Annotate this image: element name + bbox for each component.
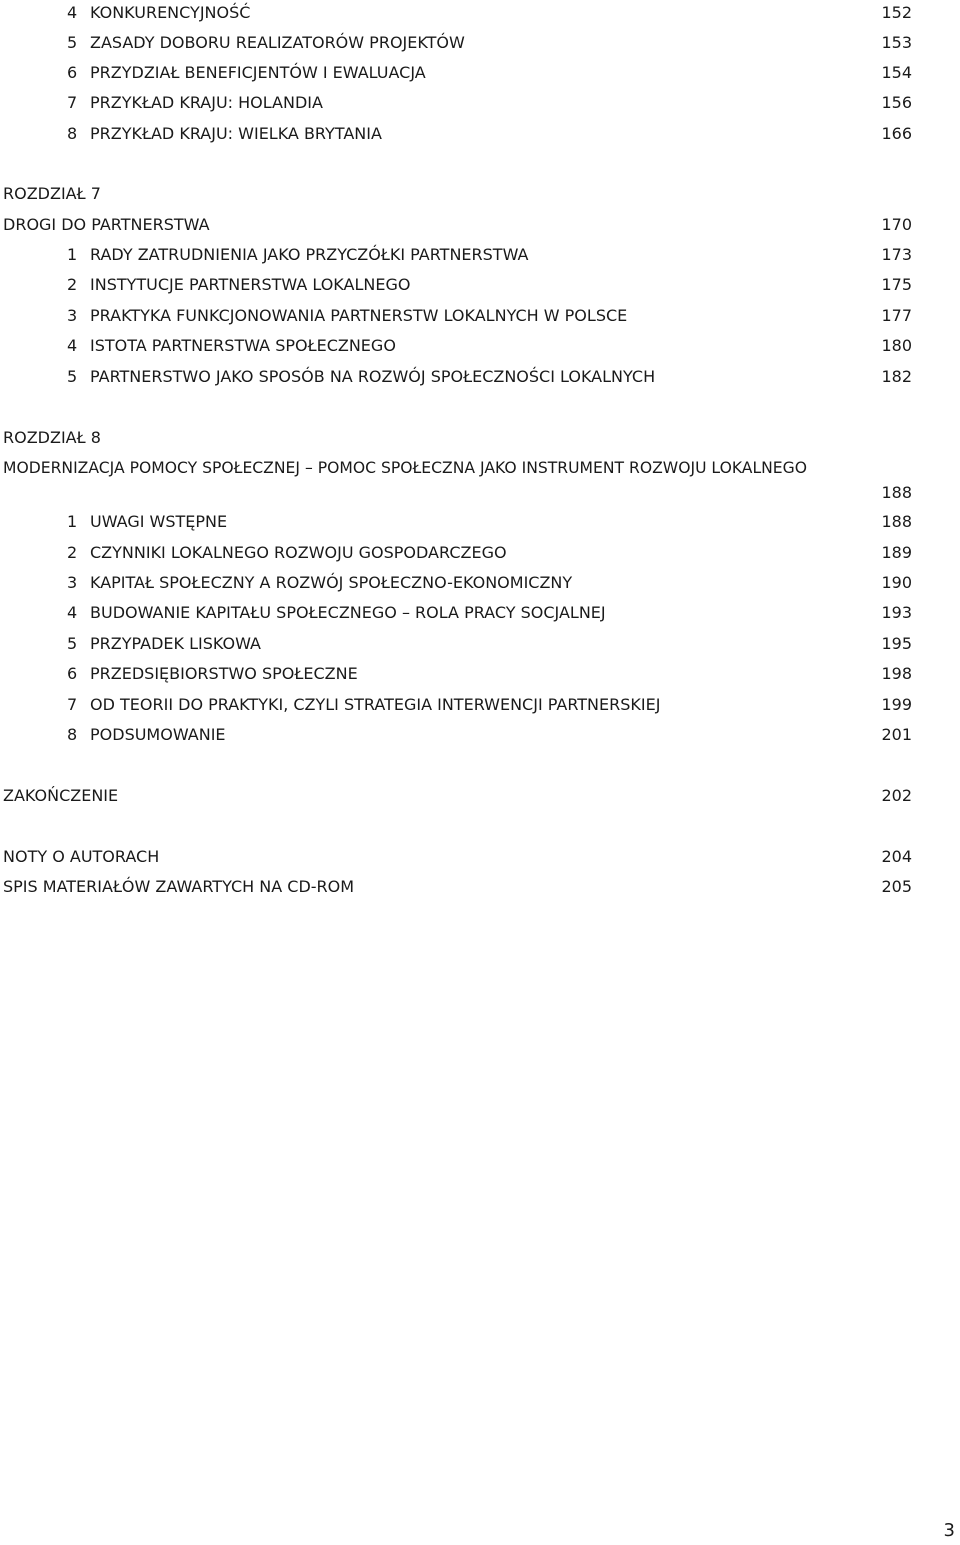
entry-page: 199 [881,695,912,714]
entry-number: 2 [67,543,78,562]
entry-title: ZAKOŃCZENIE [3,786,119,805]
entry-page: 198 [881,664,912,683]
entry-page: 205 [881,877,912,896]
toc-entry[interactable] [67,60,912,86]
entry-page: 175 [881,275,912,294]
entry-title: PRAKTYKA FUNKCJONOWANIA PARTNERSTW LOKALNYCH W POLSCE [90,306,628,325]
entry-page: 180 [881,336,912,355]
chapter-page: 170 [881,215,912,234]
entry-title: BUDOWANIE KAPITAŁU SPOŁECZNEGO – ROLA PRACY SOCJALNEJ [90,603,606,622]
entry-number: 1 [67,245,78,264]
entry-page: 166 [881,124,912,143]
entry-number: 3 [67,306,78,325]
toc-entry[interactable] [67,631,912,657]
entry-title: CZYNNIKI LOKALNEGO ROZWOJU GOSPODARCZEGO [90,543,507,562]
entry-title: KONKURENCYJNOŚĆ [90,3,251,22]
entry-number: 8 [67,725,78,744]
toc-entry[interactable] [67,30,912,56]
entry-page: 173 [881,245,912,264]
entry-number: 1 [67,512,78,531]
entry-title: SPIS MATERIAŁÓW ZAWARTYCH NA CD-ROM [3,877,355,896]
toc-entry[interactable] [67,540,912,566]
entry-page: 202 [881,786,912,805]
entry-title: KAPITAŁ SPOŁECZNY A ROZWÓJ SPOŁECZNO-EKONOMICZNY [90,573,573,592]
toc-entry-cdrom[interactable] [3,874,912,900]
entry-title: PRZYPADEK LISKOWA [90,634,261,653]
toc-entry[interactable] [67,90,912,116]
chapter-8-title[interactable]: MODERNIZACJA POMOCY SPOŁECZNEJ – POMOC SPOŁECZNA JAKO INSTRUMENT ROZWOJU LOKALNEGO [3,459,808,477]
toc-entry[interactable] [67,121,912,147]
entry-title: OD TEORII DO PRAKTYKI, CZYLI STRATEGIA INTERWENCJI PARTNERSKIEJ [90,695,661,714]
entry-number: 7 [67,695,78,714]
entry-title: RADY ZATRUDNIENIA JAKO PRZYCZÓŁKI PARTNERSTWA [90,245,529,264]
entry-page: 177 [881,306,912,325]
toc-entry-conclusion[interactable] [3,783,912,809]
toc-entry[interactable] [67,0,912,26]
toc-entry[interactable] [67,600,912,626]
toc-entry[interactable] [67,661,912,687]
chapter-7-title-entry[interactable] [3,212,912,238]
chapter-8-page: 188 [881,483,912,502]
entry-number: 3 [67,573,78,592]
entry-page: 193 [881,603,912,622]
chapter-8-heading: ROZDZIAŁ 8 [3,428,101,447]
entry-number: 6 [67,63,78,82]
entry-number: 2 [67,275,78,294]
entry-page: 182 [881,367,912,386]
toc-entry[interactable] [67,333,912,359]
entry-page: 154 [881,63,912,82]
entry-title: PODSUMOWANIE [90,725,226,744]
chapter-7-heading: ROZDZIAŁ 7 [3,184,101,203]
entry-title: PRZYDZIAŁ BENEFICJENTÓW I EWALUACJA [90,63,426,82]
chapter-title: DROGI DO PARTNERSTWA [3,215,210,234]
entry-title: UWAGI WSTĘPNE [90,512,228,531]
entry-title: INSTYTUCJE PARTNERSTWA LOKALNEGO [90,275,411,294]
entry-page: 195 [881,634,912,653]
page-number: 3 [943,1520,955,1541]
entry-page: 152 [881,3,912,22]
entry-title: PRZYKŁAD KRAJU: WIELKA BRYTANIA [90,124,382,143]
entry-number: 8 [67,124,78,143]
entry-number: 5 [67,634,78,653]
toc-entry[interactable] [67,722,912,748]
entry-number: 7 [67,93,78,112]
entry-page: 204 [881,847,912,866]
toc-entry[interactable] [67,272,912,298]
toc-entry[interactable] [67,242,912,268]
entry-page: 188 [881,512,912,531]
entry-title: PRZYKŁAD KRAJU: HOLANDIA [90,93,323,112]
entry-title: PARTNERSTWO JAKO SPOSÓB NA ROZWÓJ SPOŁECZNOŚCI LOKALNYCH [90,367,656,386]
entry-number: 5 [67,33,78,52]
entry-number: 4 [67,336,78,355]
entry-page: 189 [881,543,912,562]
toc-entry[interactable] [67,570,912,596]
entry-page: 153 [881,33,912,52]
toc-entry[interactable] [67,509,912,535]
entry-title: PRZEDSIĘBIORSTWO SPOŁECZNE [90,664,358,683]
toc-entry[interactable] [67,364,912,390]
entry-title: NOTY O AUTORACH [3,847,160,866]
entry-page: 190 [881,573,912,592]
entry-page: 201 [881,725,912,744]
entry-title: ISTOTA PARTNERSTWA SPOŁECZNEGO [90,336,396,355]
entry-title: ZASADY DOBORU REALIZATORÓW PROJEKTÓW [90,33,465,52]
entry-number: 5 [67,367,78,386]
entry-page: 156 [881,93,912,112]
entry-number: 4 [67,3,78,22]
toc-entry[interactable] [67,692,912,718]
entry-number: 6 [67,664,78,683]
toc-entry[interactable] [67,303,912,329]
toc-entry-authors[interactable] [3,844,912,870]
entry-number: 4 [67,603,78,622]
